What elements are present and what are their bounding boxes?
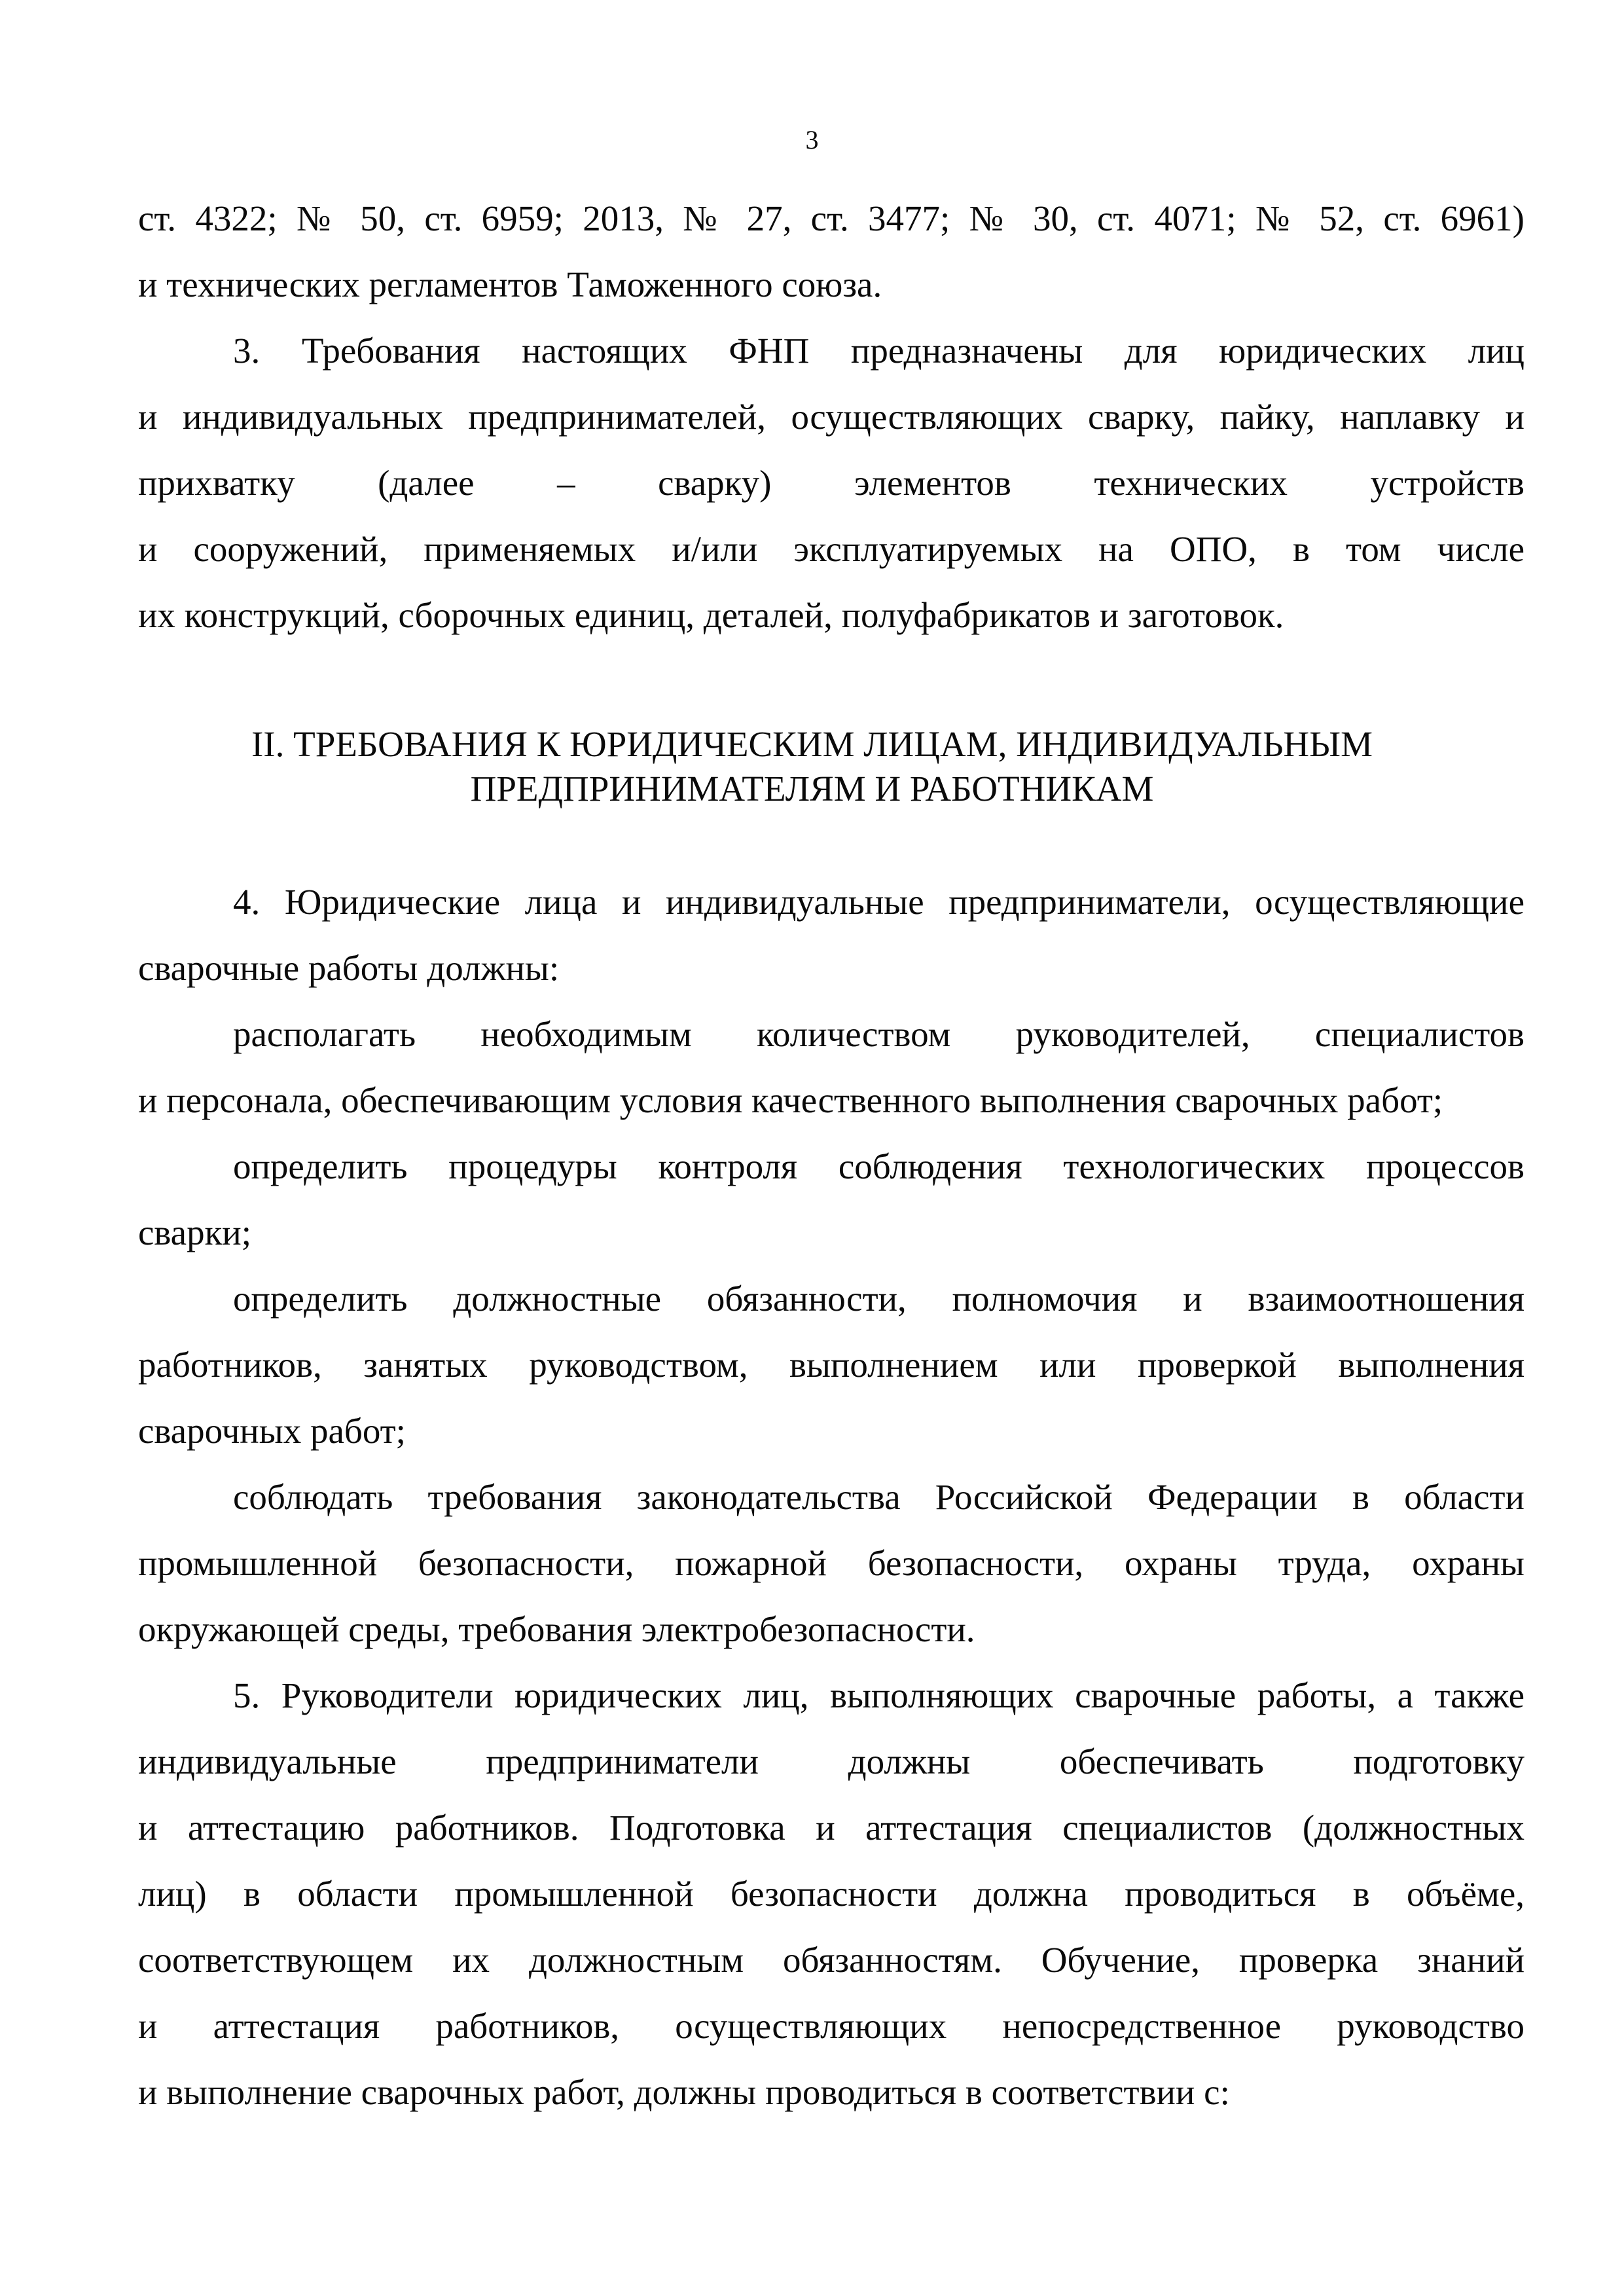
section-heading [0, 722, 1624, 811]
requirements-text-block [138, 869, 1525, 2125]
paragraph-5-line: и аттестацию работников. Подготовка и аттестация специалистов (должностных [138, 1808, 1525, 1848]
paragraph-3-line: 3. Требования настоящих ФНП предназначены для юридических лиц [233, 331, 1525, 371]
paragraph-3-line: прихватку (далее – сварку) элементов технических устройств [138, 463, 1525, 503]
section-heading-line: ПРЕДПРИНИМАТЕЛЯМ И РАБОТНИКАМ [470, 769, 1154, 809]
list-item-line: определить должностные обязанности, полномочия и взаимоотношения [233, 1279, 1525, 1319]
paragraph-3-line: и индивидуальных предпринимателей, осуществляющих сварку, пайку, наплавку и [138, 397, 1525, 437]
paragraph-5-line: соответствующем их должностным обязанностям. Обучение, проверка знаний [138, 1940, 1525, 1980]
paragraph-4-line: сварочные работы должны: [138, 948, 560, 988]
text-line: ст. 4322; № 50, ст. 6959; 2013, № 27, ст. 3477; № 30, ст. 4071; № 52, ст. 6961) [138, 198, 1525, 238]
list-item-line: располагать необходимым количеством руководителей, специалистов [233, 1014, 1525, 1054]
text-line: и технических регламентов Таможенного союза. [138, 264, 882, 304]
paragraph-3-line: их конструкций, сборочных единиц, деталей, полуфабрикатов и заготовок. [138, 595, 1284, 635]
list-item-line: определить процедуры контроля соблюдения технологических процессов [233, 1146, 1525, 1186]
list-item-line: работников, занятых руководством, выполнением или проверкой выполнения [138, 1345, 1525, 1385]
paragraph-5-line: лиц) в области промышленной безопасности должна проводиться в объёме, [138, 1874, 1525, 1914]
paragraph-3-line: и сооружений, применяемых и/или эксплуатируемых на ОПО, в том числе [138, 529, 1525, 569]
paragraph-4-line: 4. Юридические лица и индивидуальные предприниматели, осуществляющие [233, 882, 1525, 922]
paragraph-5-line: и аттестация работников, осуществляющих непосредственное руководство [138, 2006, 1525, 2046]
paragraph-5-line: индивидуальные предприниматели должны обеспечивать подготовку [138, 1741, 1525, 1781]
list-item-line: и персонала, обеспечивающим условия качественного выполнения сварочных работ; [138, 1080, 1443, 1120]
paragraph-5-line: 5. Руководители юридических лиц, выполняющих сварочные работы, а также [233, 1675, 1525, 1715]
list-item-line: сварки; [138, 1212, 252, 1252]
intro-text-block [138, 185, 1525, 648]
paragraph-5-line: и выполнение сварочных работ, должны проводиться в соответствии с: [138, 2072, 1230, 2112]
list-item-line: окружающей среды, требования электробезопасности. [138, 1609, 975, 1649]
list-item-line: сварочных работ; [138, 1411, 406, 1451]
list-item-line: соблюдать требования законодательства Российской Федерации в области [233, 1477, 1525, 1517]
list-item-line: промышленной безопасности, пожарной безопасности, охраны труда, охраны [138, 1543, 1525, 1583]
section-heading-line: II. ТРЕБОВАНИЯ К ЮРИДИЧЕСКИМ ЛИЦАМ, ИНДИВИДУАЛЬНЫМ [251, 724, 1373, 764]
page-number: 3 [805, 125, 819, 155]
